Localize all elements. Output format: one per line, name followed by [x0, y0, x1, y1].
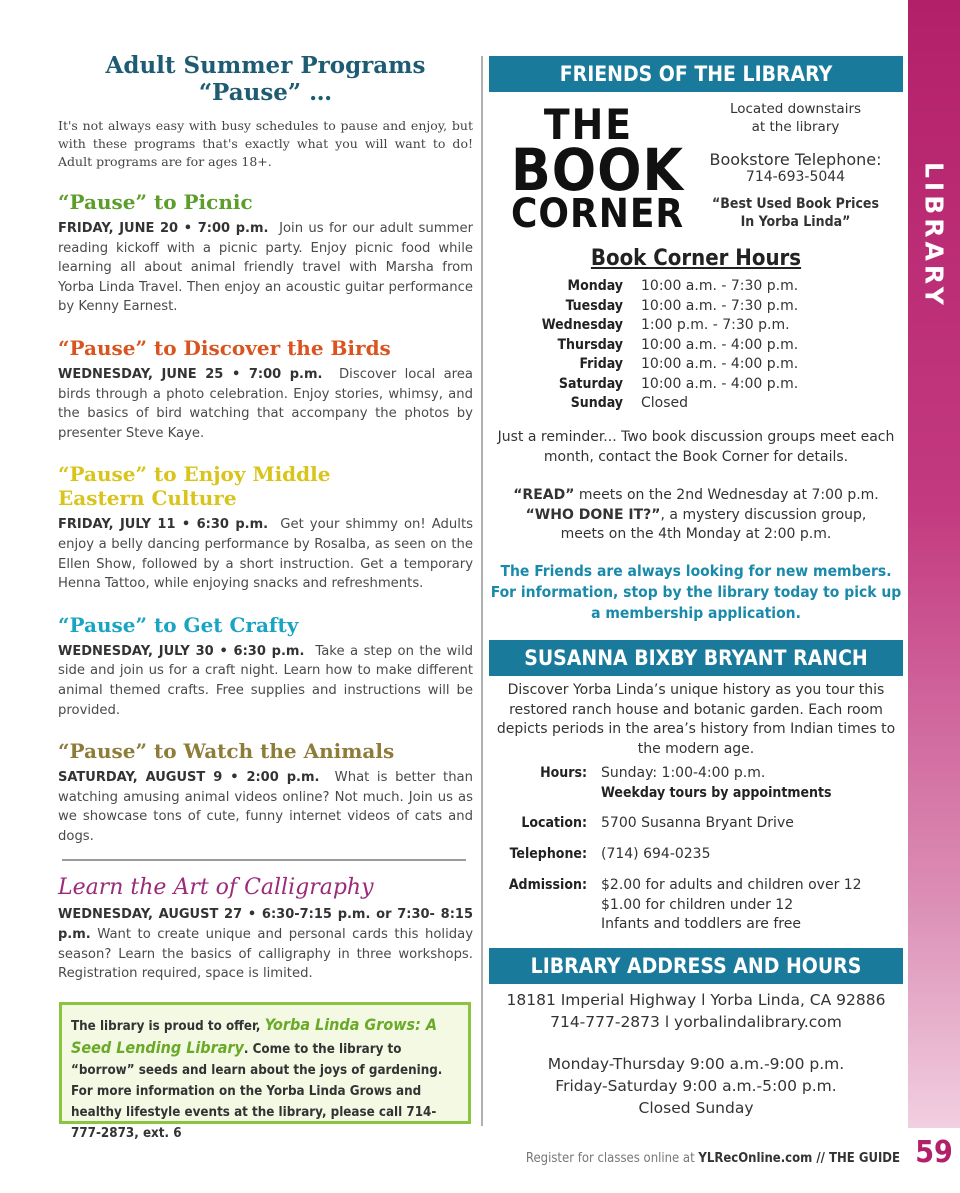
- program-date: FRIDAY, JULY 11 • 6:30 p.m.: [58, 517, 269, 533]
- location-line-1: Located downstairs: [729, 101, 862, 117]
- program-text: What is better than watching amusing animal videos online? Not much. Join us as we showcase tons of cute, funny internet videos of cats and dogs.: [58, 770, 473, 844]
- section-tab-label: LIBRARY: [919, 161, 949, 309]
- address-line-1: 18181 Imperial Highway l Yorba Linda, CA 92886: [506, 991, 886, 1009]
- program-title-crafty: “Pause” to Get Crafty: [58, 612, 299, 637]
- hours-day: Sunday: [570, 395, 623, 411]
- program-body-birds: [58, 365, 473, 443]
- program-text: Take a step on the wild side and join us for a craft night. Learn how to make different animal themed crafts. Free supplies and instructions will be provided.: [58, 643, 474, 718]
- ranch-description: Discover Yorba Linda’s unique history as you tour this restored ranch house and botanic garden. Each room depicts periods in the area’s history from Indian times to the modern age.: [496, 682, 896, 757]
- hours-row: [529, 278, 798, 298]
- page-title: [58, 52, 473, 106]
- bookstore-telephone: 714-693-5044: [745, 169, 846, 185]
- ranch-location-value: 5700 Susanna Bryant Drive: [601, 815, 794, 831]
- page-number: 59: [908, 1128, 960, 1193]
- program-title-birds: “Pause” to Discover the Birds: [58, 335, 391, 360]
- program-text: Join us for our adult summer reading kickoff with a picnic party. Enjoy picnic food while learning all about animal friendly travel with Marsha from Yorba Linda Travel. Then enjoy an acoustic guitar performance by Kenny Earnest.: [58, 221, 473, 315]
- hours-time: 10:00 a.m. - 4:00 p.m.: [641, 356, 799, 372]
- admission-infants: Infants and toddlers are free: [601, 916, 801, 932]
- friends-banner: FRIENDS OF THE LIBRARY: [489, 56, 903, 92]
- hours-time: 10:00 a.m. - 7:30 p.m.: [641, 297, 799, 314]
- library-address: [489, 989, 903, 1033]
- bookstore-telephone-label: Bookstore Telephone:: [709, 150, 882, 169]
- program-text: Want to create unique and personal cards this holiday season? Learn the basics of calligraphy in three workshops. Registration required, space is limited.: [58, 927, 473, 982]
- program-date: SATURDAY, AUGUST 9 • 2:00 p.m.: [58, 770, 320, 786]
- program-text: Discover local area birds through a photo celebration. Enjoy stories, whimsy, and the basics of bird watching that accompany the photos by presenter Steve Kaye.: [58, 366, 473, 441]
- book-corner-logo: [511, 100, 685, 237]
- footer-website-link[interactable]: YLRecOnline.com: [698, 1151, 813, 1166]
- book-corner-hours-title: Book Corner Hours: [590, 246, 802, 271]
- program-body-animals: [58, 768, 473, 846]
- read-group-text: meets on the 2nd Wednesday at 7:00 p.m.: [574, 487, 879, 503]
- ranch-location: [489, 814, 903, 834]
- library-hours-sunday: Closed Sunday: [638, 1099, 754, 1117]
- hours-row: [529, 395, 798, 415]
- title-line-1: “Pause” to Enjoy Middle: [58, 462, 331, 487]
- book-corner-hours-table: [529, 278, 798, 415]
- program-body-picnic: [58, 219, 473, 317]
- hours-time: Closed: [641, 395, 689, 411]
- ranch-telephone-value: (714) 694-0235: [601, 846, 711, 862]
- footer-prefix: Register for classes online at: [525, 1151, 699, 1166]
- ranch-hours-weekday: Weekday tours by appointments: [601, 784, 832, 801]
- admission-children: $1.00 for children under 12: [601, 896, 794, 913]
- program-date: WEDNESDAY, JUNE 25 • 7:00 p.m.: [58, 366, 323, 382]
- hours-time: 10:00 a.m. - 4:00 p.m.: [641, 375, 799, 392]
- address-banner: LIBRARY ADDRESS AND HOURS: [489, 948, 903, 984]
- intro-text: It's not always easy with busy schedules to pause and enjoy, but with these programs that's exactly what you will want to do! Adult programs are for ages 18+.: [58, 118, 473, 169]
- bookstore-info: [694, 100, 897, 231]
- callout-lead: The library is proud to offer,: [71, 1019, 261, 1034]
- friends-membership-note: The Friends are always looking for new members. For information, stop by the library today to pick up a membership application.: [490, 562, 902, 622]
- hours-day: Thursday: [557, 336, 623, 353]
- hours-row: [529, 298, 798, 318]
- read-group-name: “READ”: [513, 487, 575, 503]
- logo-line-2: BOOK: [511, 135, 684, 204]
- best-prices-tagline: [694, 195, 897, 231]
- program-title-animals: “Pause” to Watch the Animals: [58, 739, 395, 764]
- page-footer: [400, 1151, 900, 1166]
- hours-day: Tuesday: [565, 297, 623, 314]
- title-line-1: Adult Summer Programs: [105, 52, 426, 79]
- program-date: WEDNESDAY, AUGUST 27 • 6:30-7:15 p.m. or 7:30- 8:15 p.m.: [58, 907, 473, 943]
- ranch-telephone-label: Telephone:: [509, 846, 587, 862]
- calligraphy-body: [58, 905, 473, 983]
- hours-time: 10:00 a.m. - 4:00 p.m.: [641, 336, 799, 353]
- ranch-admission-label: Admission:: [508, 877, 587, 893]
- hours-row: [529, 337, 798, 357]
- admission-adults: $2.00 for adults and children over 12: [601, 877, 862, 893]
- program-title-picnic: “Pause” to Picnic: [58, 190, 253, 214]
- title-line-2: “Pause” …: [198, 79, 333, 106]
- hours-day: Friday: [579, 356, 623, 372]
- library-hours-weekday: Monday-Thursday 9:00 a.m.-9:00 p.m.: [547, 1055, 845, 1073]
- hours-time: 10:00 a.m. - 7:30 p.m.: [641, 278, 799, 294]
- seed-library-callout: [59, 1002, 471, 1141]
- calligraphy-title: Learn the Art of Calligraphy: [58, 875, 374, 901]
- program-text: Get your shimmy on! Adults enjoy a belly dancing performance by Rosalba, as seen on the Ellen Show, followed by a short instruction. Get a temporary Henna Tattoo, while enjoying snacks and refreshments.: [58, 517, 473, 592]
- section-divider: [62, 859, 466, 861]
- read-group-line: [489, 486, 903, 506]
- program-body-middle-eastern: [58, 515, 473, 593]
- ranch-location-label: Location:: [521, 815, 587, 831]
- hours-row: [529, 376, 798, 396]
- callout-rest: . Come to the library to “borrow” seeds and learn about the joys of gardening. For more information on the Yorba Linda Grows and healthy lifestyle events at the library, please call 714-777-2873, ext. 6: [71, 1042, 443, 1141]
- ranch-hours-value: [601, 764, 832, 803]
- ranch-banner: SUSANNA BIXBY BRYANT RANCH: [489, 640, 903, 676]
- program-title-middle-eastern: [58, 462, 473, 510]
- ranch-telephone: [489, 845, 903, 865]
- ranch-admission: [489, 876, 903, 935]
- program-date: FRIDAY, JUNE 20 • 7:00 p.m.: [58, 221, 269, 236]
- library-hours: [489, 1053, 903, 1119]
- mystery-group-text: , a mystery discussion group,: [660, 506, 867, 523]
- discussion-reminder: Just a reminder... Two book discussion groups meet each month, contact the Book Corner for details.: [497, 429, 895, 465]
- library-info-column: [489, 56, 903, 1117]
- ranch-hours-sunday: Sunday: 1:00-4:00 p.m.: [601, 765, 766, 781]
- callout-highlight: Yorba Linda Grows: A Seed Lending Library: [71, 1015, 437, 1057]
- tagline-line-1: “Best Used Book Prices: [712, 196, 879, 212]
- tagline-line-2: In Yorba Linda”: [740, 214, 851, 230]
- ranch-hours: [489, 764, 903, 803]
- hours-day: Wednesday: [541, 317, 623, 333]
- ranch-admission-value: [601, 876, 862, 935]
- program-body-crafty: [58, 642, 473, 720]
- hours-row: [529, 317, 798, 337]
- hours-day: Saturday: [558, 375, 623, 392]
- hours-row: [529, 356, 798, 376]
- title-line-2: Eastern Culture: [58, 486, 237, 511]
- program-date: WEDNESDAY, JULY 30 • 6:30 p.m.: [58, 643, 305, 659]
- address-line-2: 714-777-2873 l yorbalindalibrary.com: [550, 1013, 842, 1031]
- footer-guide-label: // THE GUIDE: [812, 1151, 900, 1166]
- mystery-group-line: [489, 506, 903, 526]
- library-hours-weekend: Friday-Saturday 9:00 a.m.-5:00 p.m.: [555, 1077, 837, 1095]
- discussion-groups: [489, 486, 903, 545]
- column-divider: [481, 56, 483, 1126]
- adult-programs-column: [58, 52, 473, 984]
- mystery-group-schedule: meets on the 4th Monday at 2:00 p.m.: [560, 526, 832, 542]
- hours-day: Monday: [567, 278, 623, 294]
- section-tab: [908, 0, 960, 1128]
- mystery-group-name: “WHO DONE IT?”: [525, 506, 661, 523]
- logo-line-3: CORNER: [511, 190, 685, 237]
- ranch-hours-label: Hours:: [540, 765, 587, 781]
- logo-line-1: THE: [543, 100, 634, 149]
- hours-time: 1:00 p.m. - 7:30 p.m.: [641, 317, 790, 333]
- location-line-2: at the library: [751, 119, 840, 135]
